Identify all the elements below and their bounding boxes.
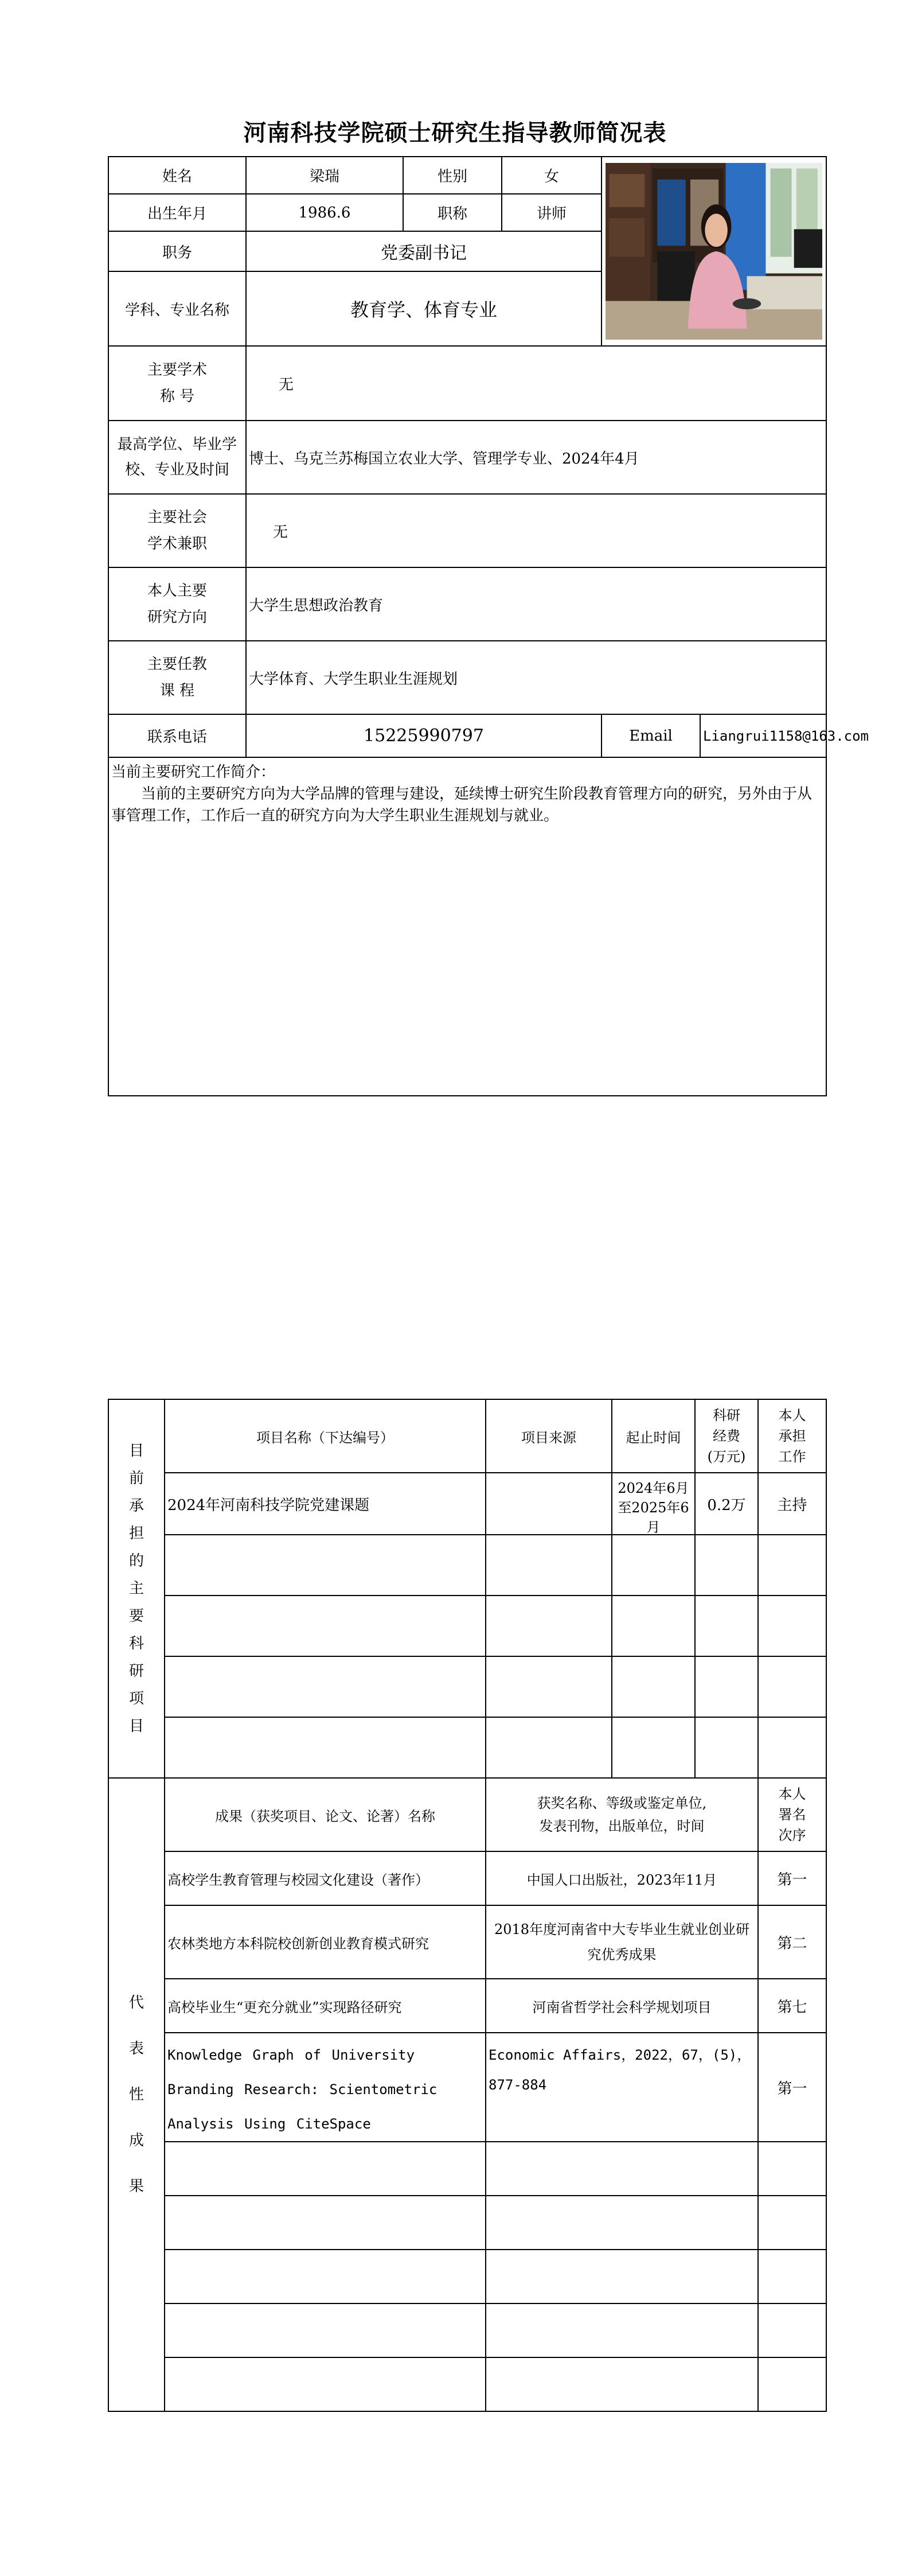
research-intro [108,757,826,1096]
birth-value: 1986.6 [246,194,403,231]
projects-header-funds-line3: (万元) [707,1449,746,1465]
projects-header-period: 起止时间 [612,1399,695,1473]
academic-title-label-line2: 称 号 [159,388,195,405]
project-source [486,1473,612,1535]
achievements-header-info [486,1778,758,1851]
table-row [108,1535,826,1596]
major-label: 学科、专业名称 [108,271,246,346]
table-row [108,1979,826,2033]
email-value: Liangrui1158@163.com [700,714,826,757]
position-label: 职务 [108,231,246,271]
research-label-line2: 研究方向 [147,609,207,626]
page-title: 河南科技学院硕士研究生指导教师简况表 [243,120,667,146]
projects-header-role [758,1399,826,1473]
research-table [108,1399,827,2412]
rank-label: 职称 [403,194,502,231]
gender-label: 性别 [403,157,502,194]
social-label [108,494,246,567]
name-value: 梁瑞 [246,157,403,194]
profile-table [108,156,869,1096]
table-row [108,2357,826,2411]
achievement-order: 第一 [758,2033,826,2142]
academic-title-value: 无 [246,346,826,421]
achievement-info: 2018年度河南省中大专毕业生就业创业研究优秀成果 [486,1905,758,1979]
achievements-header-order [758,1778,826,1851]
project-role: 主持 [758,1473,826,1535]
achievement-name: 农林类地方本科院校创新创业教育模式研究 [165,1905,486,1979]
achievements-header-order-line1: 本人 [778,1786,806,1802]
table-row [108,1851,826,1905]
table-row [108,2033,826,2142]
table-row [108,2196,826,2250]
achievement-order: 第七 [758,1979,826,2033]
achievement-name: 高校毕业生“更充分就业”实现路径研究 [165,1979,486,2033]
achievement-info: 河南省哲学社会科学规划项目 [486,1979,758,2033]
table-row [108,2303,826,2357]
courses-label [108,641,246,714]
project-period-line2: 至2025年6 [618,1500,689,1516]
photo-image [606,163,822,340]
project-funds: 0.2万 [695,1473,758,1535]
email-label: Email [602,714,700,757]
achievement-info: 中国人口出版社，2023年11月 [486,1851,758,1905]
project-period [612,1473,695,1535]
achievements-section-label: 代表性成果 [108,1778,165,2411]
table-row [108,1596,826,1656]
degree-label: 最高学位、毕业学校、专业及时间 [108,421,246,494]
research-label-line1: 本人主要 [147,582,207,600]
social-label-line1: 主要社会 [147,509,207,526]
achievement-name: 高校学生教育管理与校园文化建设（著作） [165,1851,486,1905]
achievement-order: 第一 [758,1851,826,1905]
name-label: 姓名 [108,157,246,194]
gender-value: 女 [502,157,602,194]
social-label-line2: 学术兼职 [147,535,207,552]
projects-header-funds-line2: 经费 [713,1428,740,1444]
achievement-name: Knowledge Graph of University Branding Research: Scientometric Analysis Using CiteSpace [165,2033,486,2142]
research-intro-body: 当前的主要研究方向为大学品牌的管理与建设，延续博士研究生阶段教育管理方向的研究，另外由于从事管理工作，工作后一直的研究方向为大学生职业生涯规划与就业。 [111,785,813,824]
research-intro-heading: 当前主要研究工作简介： [111,764,276,781]
table-row [108,2250,826,2303]
photo-cell [602,157,826,346]
research-value: 大学生思想政治教育 [246,567,826,641]
projects-header-role-line1: 本人 [778,1407,806,1423]
achievement-info: Economic Affairs，2022，67，(5)，877-884 [486,2033,758,2142]
table-row [108,1905,826,1979]
project-name: 2024年河南科技学院党建课题 [165,1473,486,1535]
projects-header-funds-line1: 科研 [713,1407,740,1423]
projects-section-label: 目前承担的主要科研项目 [108,1399,165,1778]
project-period-line3: 月 [646,1519,661,1535]
table-row [108,1656,826,1717]
projects-header-role-line2: 承担 [778,1428,806,1444]
table-row [108,1717,826,1778]
achievements-header-info-line2: 发表刊物，出版单位，时间 [539,1818,705,1834]
project-period-line1: 2024年6月 [618,1480,689,1496]
projects-header-source: 项目来源 [486,1399,612,1473]
major-value: 教育学、体育专业 [246,271,602,346]
phone-value: 15225990797 [246,714,602,757]
table-row [108,1473,826,1535]
degree-value: 博士、乌克兰苏梅国立农业大学、管理学专业、2024年4月 [246,421,826,494]
social-value: 无 [246,494,826,567]
table-row [108,2142,826,2196]
achievements-header-name: 成果（获奖项目、论文、论著）名称 [165,1778,486,1851]
projects-header-name: 项目名称（下达编号） [165,1399,486,1473]
achievements-header-order-line3: 次序 [778,1827,806,1843]
birth-label: 出生年月 [108,194,246,231]
academic-title-label-line1: 主要学术 [147,361,207,379]
courses-value: 大学体育、大学生职业生涯规划 [246,641,826,714]
position-value: 党委副书记 [246,231,602,271]
achievement-order: 第二 [758,1905,826,1979]
courses-label-line1: 主要任教 [147,656,207,673]
research-label [108,567,246,641]
courses-label-line2: 课 程 [159,682,195,699]
phone-label: 联系电话 [108,714,246,757]
rank-value: 讲师 [502,194,602,231]
teacher-photo [606,163,822,340]
projects-header-funds [695,1399,758,1473]
achievements-header-order-line2: 署名 [778,1807,806,1823]
academic-title-label [108,346,246,421]
achievements-header-info-line1: 获奖名称、等级或鉴定单位, [537,1795,707,1811]
projects-header-role-line3: 工作 [778,1449,806,1465]
